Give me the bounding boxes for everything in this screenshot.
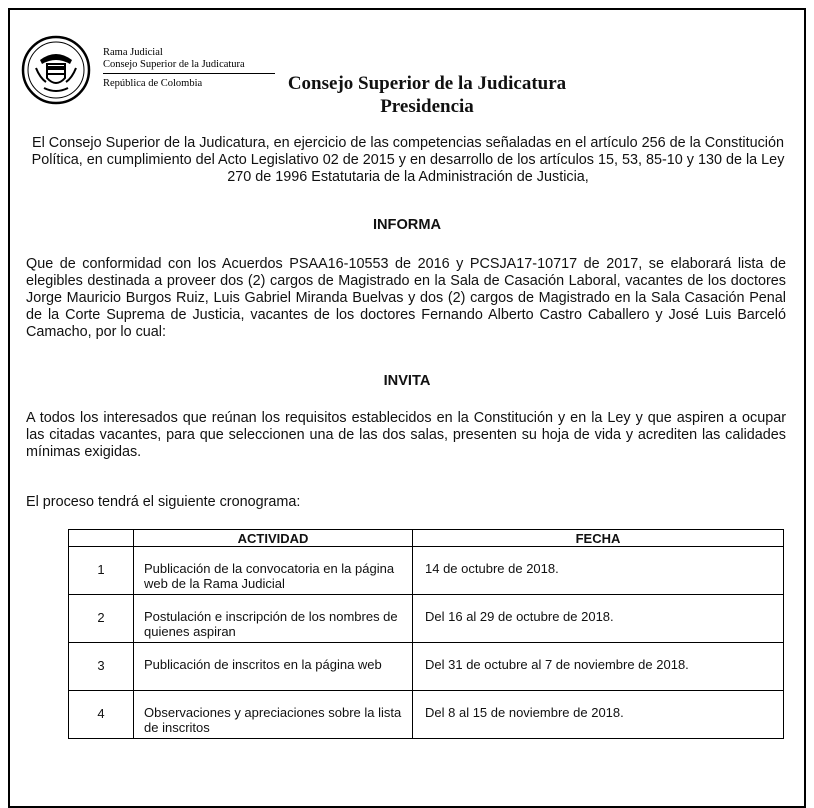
row-fecha: Del 16 al 29 de octubre de 2018. [425,609,614,624]
institution-line: Rama Judicial [103,47,163,58]
institution-block [103,47,275,90]
row-number: 3 [97,658,105,673]
schedule-intro: El proceso tendrá el siguiente cronograma: [26,494,301,510]
invita-paragraph: A todos los interesados que reúnan los requisitos establecidos en la Constitución y en la Ley y que aspiren a ocupar las citadas vacantes, para que seleccionen una de las dos salas, presenten su hoja de vida y acrediten las calidades mínimas exigidas. [26,410,786,460]
invita-heading: INVITA [383,373,431,389]
row-actividad: Publicación de la convocatoria en la página web de la Rama Judicial [144,561,395,591]
row-actividad: Observaciones y apreciaciones sobre la lista de inscritos [144,705,402,735]
schedule-table [68,529,784,739]
institution-line: Consejo Superior de la Judicatura [103,59,245,70]
document-title [276,72,578,118]
informa-heading: INFORMA [372,217,442,233]
row-actividad: Postulación e inscripción de los nombres de quienes aspiran [144,609,398,639]
row-number: 2 [97,610,105,625]
colombia-coat-of-arms-logo [20,34,92,106]
row-number: 1 [97,562,105,577]
intro-paragraph: El Consejo Superior de la Judicatura, en ejercicio de las competencias señaladas en el artículo 256 de la Constitución Política, en cumplimiento del Acto Legislativo 02 de 2015 y en desarrollo de los artículos 15, 53, 85-10 y 130 de la Ley 270 de 1996 Estatutaria de la Administración de Justicia, [31,135,785,185]
table-header-row [69,530,784,547]
row-actividad: Publicación de inscritos en la página web [144,657,382,672]
row-number: 4 [97,706,105,721]
header-actividad: ACTIVIDAD [134,530,413,547]
row-fecha: Del 8 al 15 de noviembre de 2018. [425,705,624,720]
table-row [69,643,784,691]
title-line-2: Presidencia [380,96,474,117]
table-row [69,547,784,595]
header-num [69,530,134,547]
table-row [69,691,784,739]
institution-line: República de Colombia [103,78,203,89]
title-line-1: Consejo Superior de la Judicatura [287,73,567,94]
table-row [69,595,784,643]
header-fecha: FECHA [413,530,784,547]
row-fecha: Del 31 de octubre al 7 de noviembre de 2018. [425,657,689,672]
row-fecha: 14 de octubre de 2018. [425,561,559,576]
informa-paragraph: Que de conformidad con los Acuerdos PSAA16-10553 de 2016 y PCSJA17-10717 de 2017, se elaborará lista de elegibles destinada a proveer dos (2) cargos de Magistrado en la Sala de Casación Laboral, vacantes de los doctores Jorge Mauricio Burgos Ruiz, Luis Gabriel Miranda Buelvas y dos (2) cargos de Magistrado en la Sala Casación Penal de la Corte Suprema de Justicia, vacantes de los doctores Fernando Alberto Castro Caballero y José Luis Barceló Camacho, por lo cual: [26,256,786,340]
institution-divider [103,73,275,74]
